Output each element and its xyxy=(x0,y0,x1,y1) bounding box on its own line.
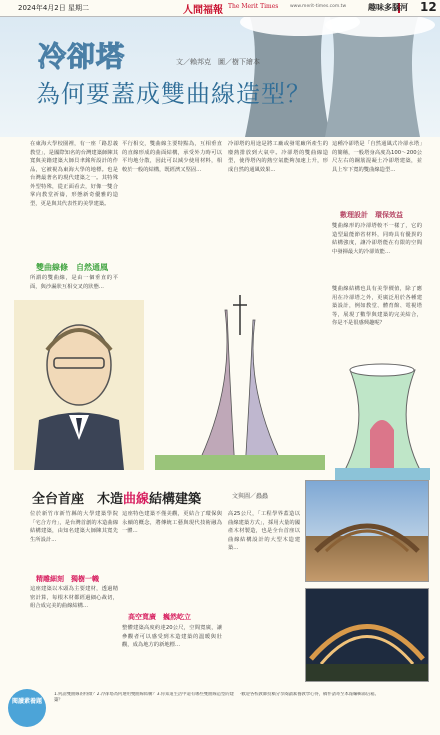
sidebar-paragraph-1: 位於新竹市新竹縣的大學建築學院「宅合方舟」，是台灣首創的木造曲線結構建築，由知名建築大師陳其寬先生所設計... xyxy=(30,511,118,543)
sidebar-paragraph-2: 這座建築以木頭為主要建材，透過精密計算，每根木材都經過細心裁切，組合成完美的曲線結構... xyxy=(30,586,118,609)
sidebar-subheading-1: 精雕細刻 獨樹一幟 xyxy=(36,575,99,583)
subheading-natural-ventilation: 雙曲線條 自然通風 xyxy=(36,263,108,272)
article-paragraph-2: 所謂的雙曲線，是由一個垂直的平面，與沙漏狀互相交叉的狀態... xyxy=(30,275,118,290)
wooden-building-photo-2 xyxy=(305,588,429,682)
wooden-building-photo-1 xyxy=(305,480,429,582)
issue-date: 2024年4月2日 星期二 xyxy=(18,4,89,12)
article-title-sub: 為何要蓋成雙曲線造型？ xyxy=(36,80,311,108)
badge-label: 閱讀素養題 xyxy=(11,698,42,705)
article-paragraph-3: 平行相交，雙曲線主要特點為，互相垂直的直線形成的曲面結構，承受外力時可以平均地分散，因此可以減少使用材料，相較於一般的結構，既經濟又堅固... xyxy=(122,141,222,173)
reading-literacy-badge xyxy=(8,689,46,727)
page-number: 12 xyxy=(420,0,437,14)
sidebar-paragraph-5: 高25公尺，「工程學界蓋造以曲線建築方式」，採用大量的國產木材製造，也是全台首座以曲線結構設計的大型木造建築... xyxy=(228,511,300,551)
architect-portrait xyxy=(14,300,144,470)
sidebar-byline: 文與圖／蟲蟲 xyxy=(232,493,269,500)
church-illustration xyxy=(155,290,325,470)
footer-questions: 1.何謂雙曲線的特徵？2.冷卻塔為何選用雙曲線結構？3.你知道生活中還有哪些雙曲線造型的建築？ xyxy=(54,692,234,703)
website-url[interactable]: www.merit-times.com.tw xyxy=(290,4,347,9)
sidebar-title-prefix: 全台首座 木造 xyxy=(32,492,124,507)
sidebar-title-highlight: 曲線 xyxy=(123,492,150,507)
section-title: 趣味多腦河 xyxy=(368,3,408,12)
page-header xyxy=(0,0,440,17)
article-paragraph-7: 雙曲線結構也具有美學價值，除了應用在冷卻塔之外，更廣泛用於各種建築設計，例如教堂、體育館、電視塔等，展現了數學與建築的完美結合，你是不是很感興趣呢？ xyxy=(332,286,422,326)
sidebar-title-suffix: 結構建築 xyxy=(149,492,202,507)
newspaper-logo-en: The Merit Times xyxy=(228,3,279,10)
sidebar-article-title xyxy=(32,488,201,507)
sidebar-paragraph-3: 這座特色建築不僅美觀，更結合了環保與永續的概念，將傳統工藝與現代技術融為一體... xyxy=(122,511,222,534)
article-byline: 文／賴邦克 圖／樹下繪本 xyxy=(176,58,260,66)
cooling-tower-illustration xyxy=(335,350,430,480)
article-title-main: 冷卻塔 xyxy=(38,40,126,73)
newspaper-logo[interactable]: 人間福報 xyxy=(183,5,223,16)
article-paragraph-1: 在東海大學校園裡，有一座「路思義教堂」，是國際知名的台灣建築師陳其寬與美籍建築大師貝聿銘所設計的作品，它被視為東海大學的地標。也是台灣最著名的現代建築之一。其特殊外型特殊，從正面看去，好像一雙合掌向教堂祈禱，形態新奇優雅的造型，更是與其代表性的美學建築。 xyxy=(30,141,118,207)
article-paragraph-5: 這種冷卻塔是「自然通風式冷卻水塔」的簡稱，一般塔身高度為100～200公尺左右的鋼筋混凝土冷卻塔建築，並具上窄下寬的雙曲線造型... xyxy=(332,141,422,173)
article-paragraph-4: 冷卻塔的用途是將工廠或發電廠所產生的廢熱排放到大氣中。冷卻塔的雙曲線造型，使得塔內的熱空氣能夠加速上升，形成自然的通風效果... xyxy=(228,141,328,173)
article-paragraph-6: 雙曲線形的冷卻塔較不一樣了，它的造型最能節省材料，同時具有優異的結構強度，讓冷卻塔能在有限的空間中發揮最大的冷卻效能... xyxy=(332,223,422,255)
subheading-eco-design: 數理設計 環保效益 xyxy=(340,211,403,219)
sidebar-paragraph-4: 整體建築高度約達20公尺，空間寬廣，讓參觀者可以感受到木造建築的溫暖與壯觀，成為地方的新地標... xyxy=(122,625,222,648)
sidebar-subheading-2: 高空寬廣 巍然屹立 xyxy=(128,613,191,621)
footer-notes: ‧歡迎各校教師投稿分享閱讀素養教學心得，稿件請寄至本報編輯部信箱。 xyxy=(240,692,379,697)
